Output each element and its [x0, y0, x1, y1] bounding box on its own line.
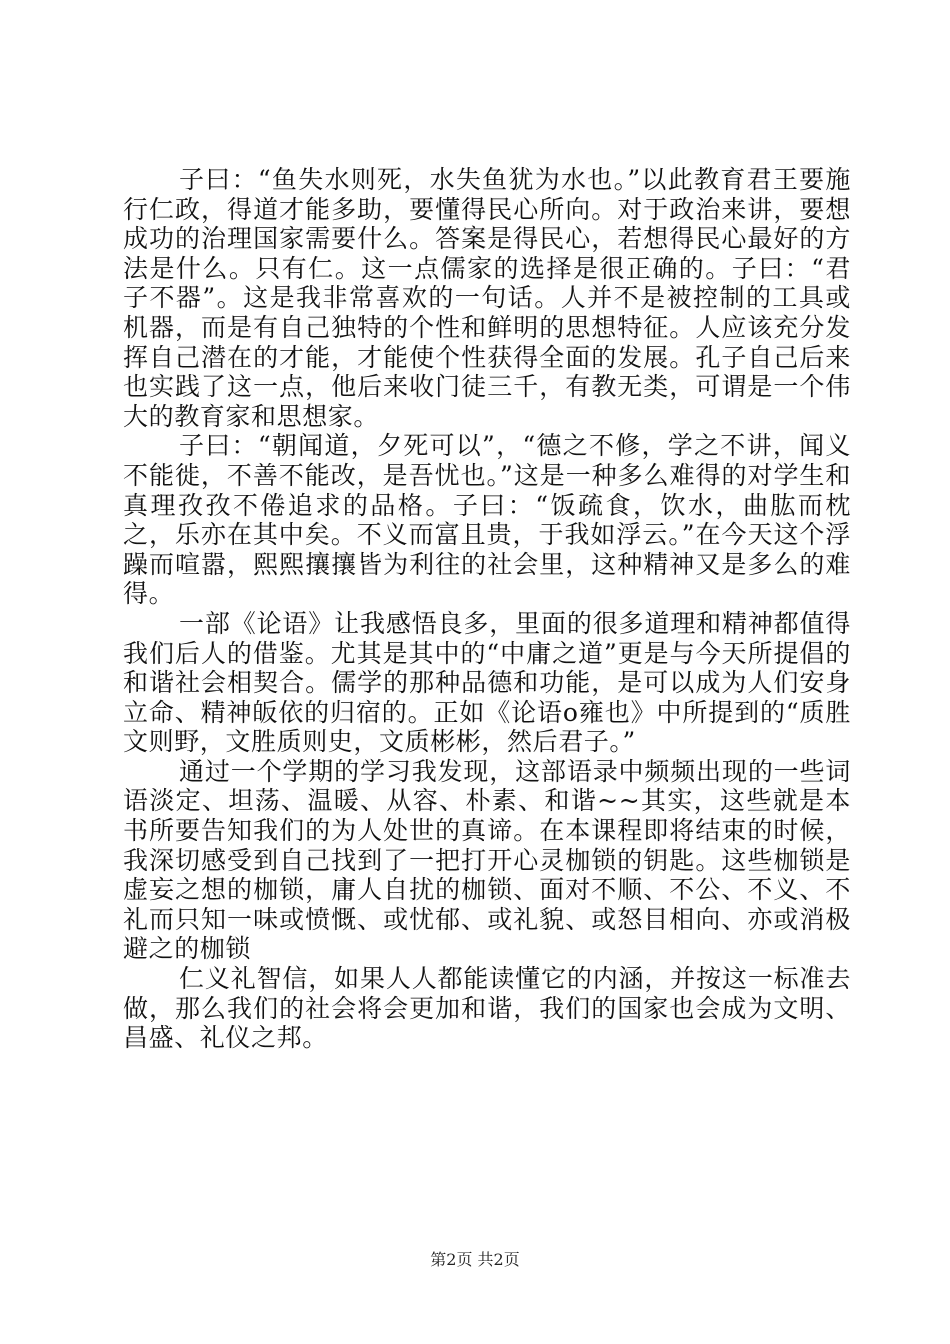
page-number-footer: 第2页 共2页 — [430, 1250, 520, 1269]
paragraph-1: 子曰：“鱼失水则死，水失鱼犹为水也。”以此教育君王要施行仁政，得道才能多助，要懂得民心所向。对于政治来讲，要想成功的治理国家需要什么。答案是得民心，若想得民心最好的方法是什么。只有仁。这一点儒家的选择是很正确的。子曰：“君子不器”。这是我非常喜欢的一句话。人并不是被控制的工具或机器，而是有自己独特的个性和鲜明的思想特征。人应该充分发挥自己潜在的才能，才能使个性获得全面的发展。孔子自己后来也实践了这一点，他后来收门徒三千，有教无类，可谓是一个伟大的教育家和思想家。 — [123, 165, 851, 431]
paragraph-2: 子曰：“朝闻道，夕死可以”，“德之不修，学之不讲，闻义不能徙，不善不能改，是吾忧也。”这是一种多么难得的对学生和真理孜孜不倦追求的品格。子曰：“饭疏食，饮水，曲肱而枕之，乐亦在其中矣。不义而富且贵，于我如浮云。”在今天这个浮躁而喧嚣，熙熙攘攘皆为利往的社会里，这种精神又是多么的难得。 — [123, 431, 851, 609]
paragraph-5: 仁义礼智信，如果人人都能读懂它的内涵，并按这一标准去做，那么我们的社会将会更加和谐，我们的国家也会成为文明、昌盛、礼仪之邦。 — [123, 964, 851, 1053]
document-body — [123, 165, 851, 1053]
paragraph-3: 一部《论语》让我感悟良多，里面的很多道理和精神都值得我们后人的借鉴。尤其是其中的“中庸之道”更是与今天所提倡的和谐社会相契合。儒学的那种品德和功能，是可以成为人们安身立命、精神皈依的归宿的。正如《论语ο雍也》中所提到的“质胜文则野，文胜质则史，文质彬彬，然后君子。” — [123, 608, 851, 757]
paragraph-4: 通过一个学期的学习我发现，这部语录中频频出现的一些词语淡定、坦荡、温暖、从容、朴素、和谐~~其实，这些就是本书所要告知我们的为人处世的真谛。在本课程即将结束的时候，我深切感受到自己找到了一把打开心灵枷锁的钥匙。这些枷锁是虚妄之想的枷锁，庸人自扰的枷锁、面对不顺、不公、不义、不礼而只知一味或愤慨、或忧郁、或礼貌、或怒目相向、亦或消极避之的枷锁 — [123, 756, 851, 964]
